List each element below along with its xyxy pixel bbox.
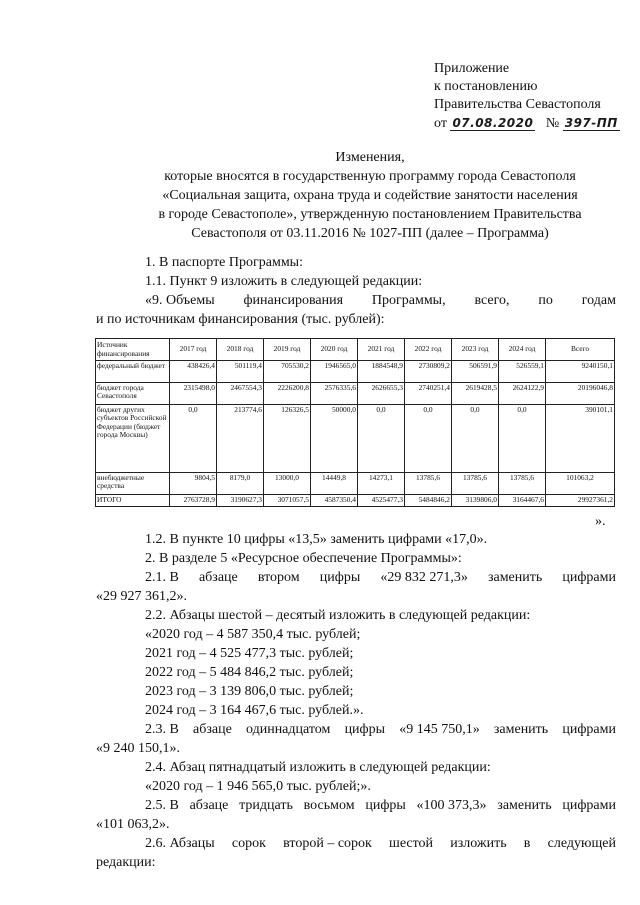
closing-quote: ». bbox=[595, 514, 606, 529]
table-header-cell: 2018 год bbox=[217, 339, 264, 361]
table-source-cell: ИТОГО bbox=[96, 495, 170, 507]
table-cell: 2315498,0 bbox=[170, 383, 217, 405]
section-2-2: 2.2. Абзацы шестой – десятый изложить в следующей редакции: bbox=[145, 608, 531, 623]
word: цифры bbox=[319, 570, 361, 585]
table-cell: 501119,4 bbox=[217, 361, 264, 383]
section-2-6-continuation: редакции: bbox=[96, 855, 156, 870]
table-cell: 3190627,3 bbox=[217, 495, 264, 507]
word: абзаце bbox=[198, 570, 238, 585]
word: цифрами bbox=[562, 798, 616, 813]
word: восьмом bbox=[303, 798, 355, 813]
section-1-1: 1.1. Пункт 9 изложить в следующей редакции: bbox=[145, 274, 423, 289]
table-cell: 3164467,6 bbox=[499, 495, 546, 507]
word: 2.1. В bbox=[145, 570, 179, 585]
section-2: 2. В разделе 5 «Ресурсное обеспечение Программы»: bbox=[145, 551, 462, 566]
table-cell: 2467554,3 bbox=[217, 383, 264, 405]
word: 2.5. В bbox=[145, 798, 179, 813]
word: всего, bbox=[474, 293, 510, 308]
table-cell: 13000,0 bbox=[264, 473, 311, 495]
section-9-continuation: и по источникам финансирования (тыс. рублей): bbox=[96, 312, 385, 327]
table-cell: 2624122,9 bbox=[499, 383, 546, 405]
table-cell: 20196046,8 bbox=[546, 383, 615, 405]
table-cell: 0,0 bbox=[170, 405, 217, 473]
table-cell: 3071057,5 bbox=[264, 495, 311, 507]
section-2-6-line bbox=[145, 834, 616, 853]
word: шестой bbox=[389, 836, 434, 851]
table-cell: 13785,6 bbox=[499, 473, 546, 495]
table-cell: 0,0 bbox=[452, 405, 499, 473]
date-prefix: от bbox=[434, 116, 447, 131]
table-header-row bbox=[96, 339, 615, 361]
table-header-cell: 2023 год bbox=[452, 339, 499, 361]
table-row bbox=[96, 473, 615, 495]
word: тридцать bbox=[239, 798, 293, 813]
appendix-date-line bbox=[434, 114, 620, 133]
word: годам bbox=[581, 293, 616, 308]
number-prefix: № bbox=[545, 116, 560, 131]
section-2-5-line bbox=[145, 796, 616, 815]
section-2-1-continuation: «29 927 361,2». bbox=[96, 589, 187, 604]
table-header-cell: 2024 год bbox=[499, 339, 546, 361]
year-2022-line: 2022 год – 5 484 846,2 тыс. рублей; bbox=[145, 665, 354, 680]
table-cell: 2576335,6 bbox=[311, 383, 358, 405]
word: «100 373,3» bbox=[416, 798, 487, 813]
table-source-cell: федеральный бюджет bbox=[96, 361, 170, 383]
table-cell: 2740251,4 bbox=[405, 383, 452, 405]
table-cell: 2626655,3 bbox=[358, 383, 405, 405]
word: заменить bbox=[487, 570, 543, 585]
word: цифры bbox=[344, 722, 386, 737]
word: абзаце bbox=[189, 798, 229, 813]
word: заменить bbox=[497, 798, 552, 813]
table-header-cell: 2019 год bbox=[264, 339, 311, 361]
word: «9 145 750,1» bbox=[399, 722, 480, 737]
word: 2.3. В bbox=[145, 722, 179, 737]
table-cell: 3139806,0 bbox=[452, 495, 499, 507]
year-2024-line: 2024 год – 3 164 467,6 тыс. рублей.». bbox=[145, 703, 364, 718]
table-cell: 5484846,2 bbox=[405, 495, 452, 507]
table-cell: 2619428,5 bbox=[452, 383, 499, 405]
section-1: 1. В паспорте Программы: bbox=[145, 255, 303, 270]
title-line-3: «Социальная защита, охрана труда и содействие занятости населения bbox=[162, 188, 578, 203]
table-cell: 526559,1 bbox=[499, 361, 546, 383]
table-total-row bbox=[96, 495, 615, 507]
table-cell: 4525477,3 bbox=[358, 495, 405, 507]
table-cell: 2226200,8 bbox=[264, 383, 311, 405]
section-2-3-continuation: «9 240 150,1». bbox=[96, 741, 180, 756]
word: абзаце bbox=[193, 722, 232, 737]
table-cell: 29927361,2 bbox=[546, 495, 615, 507]
table-cell: 213774,6 bbox=[217, 405, 264, 473]
word: финансирования bbox=[243, 293, 344, 308]
table-cell: 705530,2 bbox=[264, 361, 311, 383]
table-cell: 1884548,9 bbox=[358, 361, 405, 383]
table-cell: 8179,0 bbox=[217, 473, 264, 495]
table-cell: 390101,1 bbox=[546, 405, 615, 473]
table-cell: 101063,2 bbox=[546, 473, 615, 495]
section-9-line bbox=[145, 291, 616, 310]
table-header-cell: 2017 год bbox=[170, 339, 217, 361]
word: заменить bbox=[493, 722, 549, 737]
table-cell: 2763728,9 bbox=[170, 495, 217, 507]
word: одиннадцатом bbox=[245, 722, 331, 737]
appendix-line-1: Приложение bbox=[434, 61, 510, 76]
year-2021-line: 2021 год – 4 525 477,3 тыс. рублей; bbox=[145, 646, 354, 661]
table-cell: 126326,5 bbox=[264, 405, 311, 473]
section-2-4-quote: «2020 год – 1 946 565,0 тыс. рублей;». bbox=[145, 779, 371, 794]
word: следующей bbox=[547, 836, 616, 851]
document-title bbox=[100, 148, 640, 243]
table-row bbox=[96, 383, 615, 405]
table-source-cell: внебюджетные средства bbox=[96, 473, 170, 495]
appendix-line-3: Правительства Севастополя bbox=[434, 97, 601, 112]
appendix-header bbox=[434, 60, 620, 133]
section-2-5-continuation: «101 063,2». bbox=[96, 817, 170, 832]
table-cell: 13785,6 bbox=[452, 473, 499, 495]
year-2023-line: 2023 год – 3 139 806,0 тыс. рублей; bbox=[145, 684, 354, 699]
table-cell: 14449,8 bbox=[311, 473, 358, 495]
word: сорок bbox=[231, 836, 266, 851]
word: цифры bbox=[365, 798, 406, 813]
table-header-cell: 2021 год bbox=[358, 339, 405, 361]
table-cell: 1946565,0 bbox=[311, 361, 358, 383]
table-header-cell: 2022 год bbox=[405, 339, 452, 361]
section-2-3-line bbox=[145, 720, 616, 739]
table-header-cell: Источник финансирования bbox=[96, 339, 170, 361]
title-line-1: Изменения, bbox=[335, 150, 405, 165]
section-1-2: 1.2. В пункте 10 цифры «13,5» заменить цифрами «17,0». bbox=[145, 532, 488, 547]
table-cell: 0,0 bbox=[358, 405, 405, 473]
word: «9. Объемы bbox=[145, 293, 215, 308]
table-cell: 2730809,2 bbox=[405, 361, 452, 383]
word: втором bbox=[257, 570, 300, 585]
table-cell: 9240150,1 bbox=[546, 361, 615, 383]
handwritten-date: 07.08.2020 bbox=[452, 116, 534, 130]
handwritten-number: 397-ПП bbox=[564, 116, 618, 130]
word: цифрами bbox=[562, 722, 616, 737]
table-cell: 9804,5 bbox=[170, 473, 217, 495]
word: изложить bbox=[450, 836, 507, 851]
table-header-cell: 2020 год bbox=[311, 339, 358, 361]
table-cell: 14273,1 bbox=[358, 473, 405, 495]
table-header-cell: Всего bbox=[546, 339, 615, 361]
word: в bbox=[523, 836, 531, 851]
word: «29 832 271,3» bbox=[380, 570, 468, 585]
word: цифрами bbox=[562, 570, 616, 585]
table-cell: 506591,9 bbox=[452, 361, 499, 383]
word: второй – сорок bbox=[283, 836, 372, 851]
table-cell: 4587350,4 bbox=[311, 495, 358, 507]
table-cell: 438426,4 bbox=[170, 361, 217, 383]
table-source-cell: бюджет других субъектов Российской Федерации (бюджет города Москвы) bbox=[96, 405, 170, 473]
table-source-cell: бюджет города Севастополя bbox=[96, 383, 170, 405]
title-line-2: которые вносятся в государственную программу города Севастополя bbox=[164, 169, 576, 184]
appendix-line-2: к постановлению bbox=[434, 79, 538, 94]
table-cell: 13785,6 bbox=[405, 473, 452, 495]
table-cell: 0,0 bbox=[499, 405, 546, 473]
financing-table bbox=[95, 338, 615, 507]
table-cell: 50000,0 bbox=[311, 405, 358, 473]
table-row bbox=[96, 405, 615, 473]
word: Программы, bbox=[371, 293, 446, 308]
section-2-4: 2.4. Абзац пятнадцатый изложить в следующей редакции: bbox=[145, 760, 491, 775]
title-line-4: в городе Севастополе», утвержденную постановлением Правительства bbox=[158, 207, 582, 222]
word: 2.6. Абзацы bbox=[145, 836, 215, 851]
table-cell: 0,0 bbox=[405, 405, 452, 473]
title-line-5: Севастополя от 03.11.2016 № 1027-ПП (далее – Программа) bbox=[191, 226, 549, 241]
section-2-1-line bbox=[145, 568, 616, 587]
word: по bbox=[538, 293, 553, 308]
table-row bbox=[96, 361, 615, 383]
year-2020-line: «2020 год – 4 587 350,4 тыс. рублей; bbox=[145, 627, 361, 642]
